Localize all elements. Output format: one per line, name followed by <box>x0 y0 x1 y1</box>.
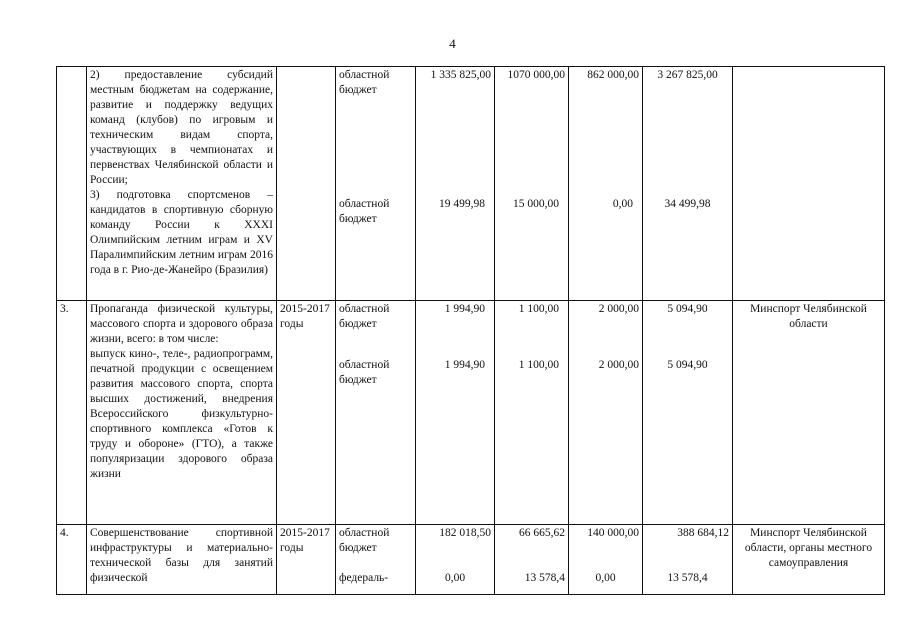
funding-source: областной бюджет <box>339 69 390 96</box>
amount-2017: 2 000,00 <box>598 303 639 315</box>
amount-2016-cell <box>495 301 569 525</box>
funding-source: областной бюджет <box>339 303 390 330</box>
source-cell <box>336 525 416 595</box>
executor-cell <box>733 67 885 301</box>
funding-source: федераль- <box>339 572 389 584</box>
amount-2015: 1 994,90 <box>444 359 485 371</box>
total-amount: 3 267 825,00 <box>657 69 718 81</box>
amount-2016: 1 100,00 <box>518 303 559 315</box>
total-amount: 5 094,90 <box>667 359 708 371</box>
total-cell <box>643 67 733 301</box>
amount-2016: 1070 000,00 <box>507 69 565 81</box>
amount-2016-cell <box>495 525 569 595</box>
description-part: 3) подготовка спортсменов – кандидатов в спортивную сборную команду России к XXXI Олимпийским летним играм и XV Паралимпийским летним играм 2016 года в г. Рио-де-Жанейро (Бразилия) <box>90 189 273 276</box>
amount-2015: 182 018,50 <box>439 527 491 539</box>
amount-2016-cell <box>495 67 569 301</box>
amount-2017: 0,00 <box>612 198 633 210</box>
amount-2017-cell <box>569 301 643 525</box>
budget-table <box>56 66 885 595</box>
amount-2016: 13 578,4 <box>524 572 565 584</box>
table-row <box>57 67 885 301</box>
row-number <box>57 67 87 301</box>
amount-2015-cell <box>416 67 495 301</box>
amount-2017: 862 000,00 <box>587 69 639 81</box>
page-number: 4 <box>449 36 456 51</box>
executor-cell: Минспорт Челябинской области, органы местного самоуправления <box>733 525 885 595</box>
amount-2015-cell <box>416 525 495 595</box>
amount-2016: 66 665,62 <box>519 527 565 539</box>
total-amount: 34 499,98 <box>664 198 711 210</box>
table-row <box>57 525 885 595</box>
amount-2017: 2 000,00 <box>598 359 639 371</box>
row-number: 3. <box>57 301 87 525</box>
amount-2017: 140 000,00 <box>587 527 639 539</box>
term-cell: 2015-2017 годы <box>277 525 336 595</box>
amount-2016: 1 100,00 <box>518 359 559 371</box>
executor-cell: Минспорт Челябинской области <box>733 301 885 525</box>
description-part: Совершенствование спортивной инфраструктуры и материально-технической базы для занятий физической <box>90 527 273 584</box>
description-part: 2) предоставление субсидий местным бюджетам на содержание, развитие и поддержку ведущих команд (клубов) по игровым и техническим видам спорта, участвующих в чемпионатах и первенствах Челябинской области и России; <box>90 69 273 186</box>
description-part: выпуск кино-, теле-, радиопрограмм, печатной продукции с освещением развития массового спорта, спорта высших достижений, внедрения Всероссийского физкультурно-спортивного комплекса «Готов к труду и обороне» (ГТО), а также популяризации здорового образа жизни <box>90 348 273 480</box>
total-amount: 388 684,12 <box>677 527 729 539</box>
total-cell <box>643 301 733 525</box>
funding-source: областной бюджет <box>339 198 390 225</box>
amount-2017-cell <box>569 525 643 595</box>
description-cell <box>87 301 277 525</box>
amount-2015: 19 499,98 <box>439 198 485 210</box>
amount-2015-cell <box>416 301 495 525</box>
description-cell <box>87 67 277 301</box>
amount-2015: 0,00 <box>444 572 466 584</box>
amount-2017: 0,00 <box>595 572 616 584</box>
row-number: 4. <box>57 525 87 595</box>
funding-source: областной бюджет <box>339 527 390 554</box>
amount-2017-cell <box>569 67 643 301</box>
total-amount: 13 578,4 <box>667 572 708 584</box>
funding-source: областной бюджет <box>339 359 390 386</box>
total-amount: 5 094,90 <box>667 303 708 315</box>
amount-2015: 1 335 825,00 <box>430 69 491 81</box>
amount-2016: 15 000,00 <box>513 198 559 210</box>
term-cell <box>277 67 336 301</box>
description-cell <box>87 525 277 595</box>
table-row <box>57 301 885 525</box>
amount-2015: 1 994,90 <box>444 303 485 315</box>
description-part: Пропаганда физической культуры, массового спорта и здорового образа жизни, всего: в том числе: <box>90 303 273 345</box>
total-cell <box>643 525 733 595</box>
source-cell <box>336 301 416 525</box>
source-cell <box>336 67 416 301</box>
term-cell: 2015-2017 годы <box>277 301 336 525</box>
